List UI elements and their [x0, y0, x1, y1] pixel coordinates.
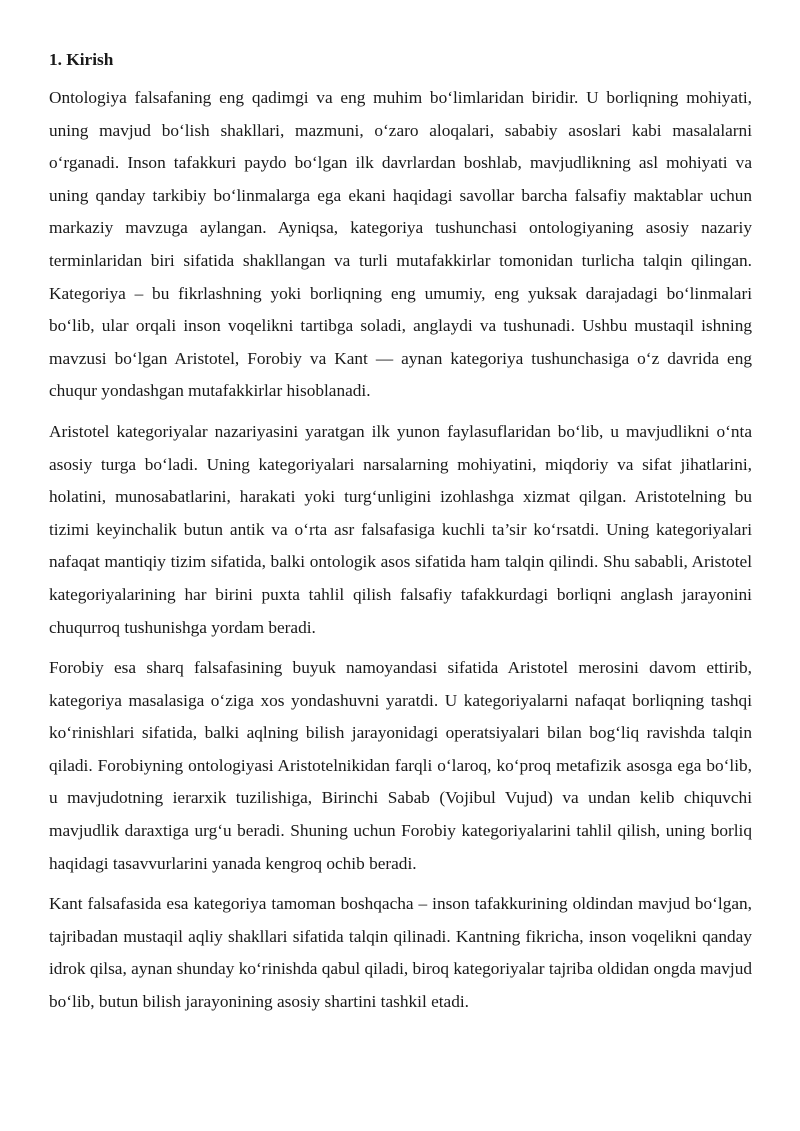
paragraph-kant: Kant falsafasida esa kategoriya tamoman boshqacha – inson tafakkurining oldindan mavjud bo‘lgan, tajribadan mustaqil aqliy shakllari sifatida talqin qilinadi. Kantning fikricha, inson voqelikni qanday idrok qilsa, aynan shunday ko‘rinishda qabul qiladi, biroq kategoriyalar tajriba oldidan ongda mavjud bo‘lib, butun bilish jarayonining asosiy shartini tashkil etadi. [49, 894, 752, 1012]
paragraph-intro: Ontologiya falsafaning eng qadimgi va eng muhim bo‘limlaridan biridir. U borliqning mohiyati, uning mavjud bo‘lish shakllari, mazmuni, o‘zaro aloqalari, sababiy asoslari kabi masalalarni o‘rganadi. Inson tafakkuri paydo bo‘lgan ilk davrlardan boshlab, mavjudlikning asl mohiyati va uning qanday tarkibiy bo‘linmalarga ega ekani haqidagi savollar barcha falsafiy maktablar uchun markaziy mavzuga aylangan. Ayniqsa, kategoriya tushunchasi ontologiyaning asosiy nazariy terminlaridan biri sifatida shakllangan va turli mutafakkirlar tomonidan turlicha talqin qilingan. Kategoriya – bu fikrlashning yoki borliqning eng umumiy, eng yuksak darajadagi bo‘linmalari bo‘lib, ular orqali inson voqelikni tartibga soladi, anglaydi va tushunadi. Ushbu mustaqil ishning mavzusi bo‘lgan Aristotel, Forobiy va Kant — aynan kategoriya tushunchasiga o‘z davrida eng chuqur yondashgan mutafakkirlar hisoblanadi. [49, 88, 752, 401]
paragraph-forobiy: Forobiy esa sharq falsafasining buyuk namoyandasi sifatida Aristotel merosini davom ettirib, kategoriya masalasiga o‘ziga xos yondashuvni yaratdi. U kategoriyalarni nafaqat borliqning tashqi ko‘rinishlari sifatida, balki aqlning bilish jarayonidagi operatsiyalari bilan bog‘liq ravishda talqin qiladi. Forobiyning ontologiyasi Aristotelnikidan farqli o‘laroq, ko‘proq metafizik asosga ega bo‘lib, u mavjudotning ierarxik tuzilishiga, Birinchi Sabab (Vojibul Vujud) va undan kelib chiquvchi mavjudlik daraxtiga urg‘u beradi. Shuning uchun Forobiy kategoriyalarini tahlil qilish, uning borliq haqidagi tasavvurlarini yanada kengroq ochib beradi. [49, 658, 752, 873]
section-heading: 1. Kirish [49, 50, 114, 69]
paragraph-aristotel: Aristotel kategoriyalar nazariyasini yaratgan ilk yunon faylasuflaridan bo‘lib, u mavjudlikni o‘nta asosiy turga bo‘ladi. Uning kategoriyalari narsalarning mohiyatini, miqdoriy va sifat jihatlarini, holatini, munosabatlarini, harakati yoki turg‘unligini izohlashga xizmat qilgan. Aristotelning bu tizimi keyinchalik butun antik va o‘rta asr falsafasiga kuchli ta’sir ko‘rsatdi. Uning kategoriyalari nafaqat mantiqiy tizim sifatida, balki ontologik asos sifatida ham talqin qilindi. Shu sababli, Aristotel kategoriyalarining har birini puxta tahlil qilish falsafiy tafakkurdagi borliqni anglash jarayonini chuqurroq tushunishga yordam beradi. [49, 421, 752, 637]
document-page [49, 46, 752, 1027]
